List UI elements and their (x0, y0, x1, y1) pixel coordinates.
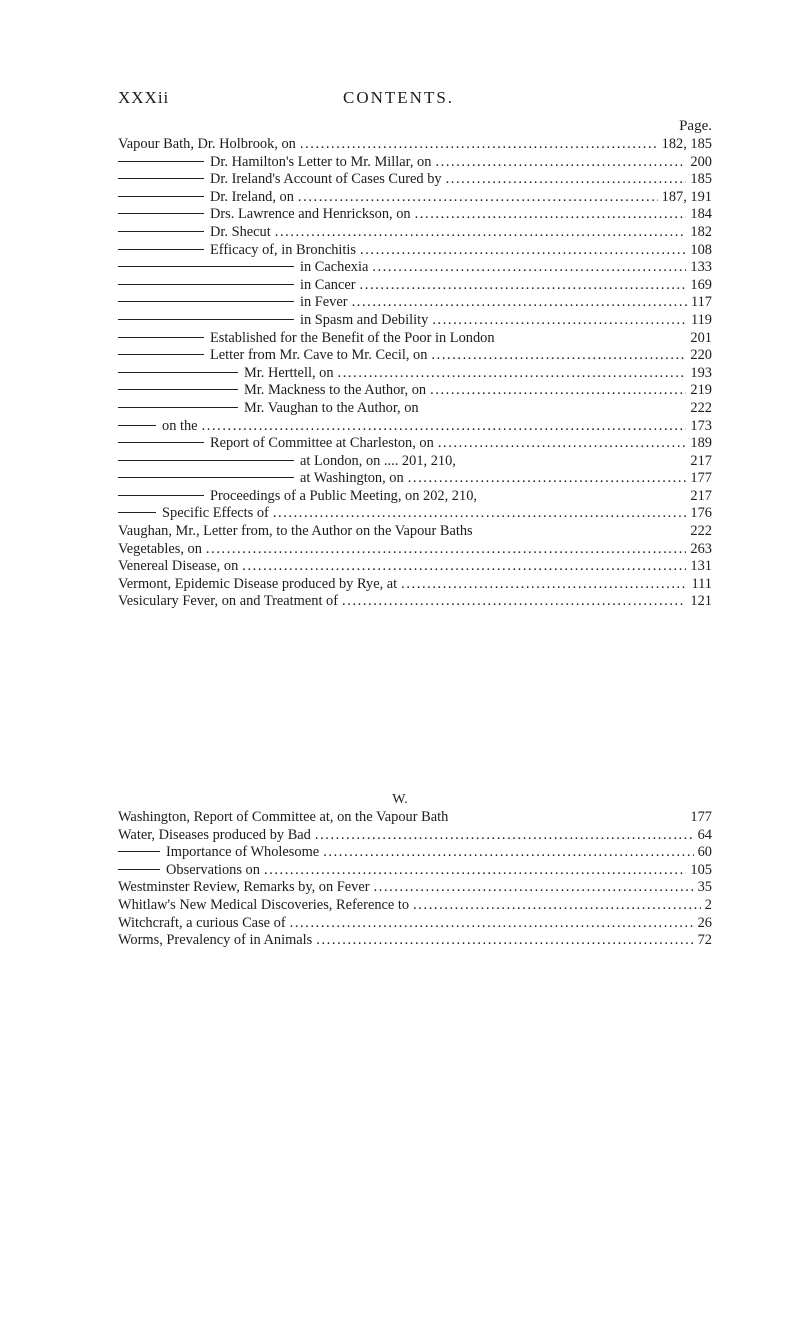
entry-page: 117 (690, 294, 712, 311)
entry-label: in Cachexia (300, 259, 369, 276)
dot-leader (435, 154, 686, 171)
index-entry (118, 224, 712, 242)
dot-leader (415, 206, 687, 223)
ditto-dash (118, 284, 294, 285)
entry-page: 182 (690, 223, 712, 240)
index-entry (118, 365, 712, 383)
dot-leader (413, 897, 701, 914)
entry-page: 26 (697, 914, 712, 931)
dot-leader (342, 593, 686, 610)
index-entry (118, 593, 712, 611)
entry-label: Report of Committee at Charleston, on (210, 435, 434, 452)
entry-page: 60 (697, 844, 712, 861)
index-entry (118, 189, 712, 207)
index-entry (118, 435, 712, 453)
dot-leader (315, 827, 694, 844)
ditto-dash (118, 196, 204, 197)
entry-page: 200 (690, 153, 712, 170)
index-section-v (118, 136, 712, 611)
ditto-dash (118, 301, 294, 302)
ditto-dash (118, 319, 294, 320)
dot-leader (316, 932, 693, 949)
index-entry (118, 294, 712, 312)
index-entry (118, 453, 712, 471)
index-entry (118, 576, 712, 594)
entry-label: Whitlaw's New Medical Discoveries, Reference to (118, 896, 410, 913)
ditto-dash (118, 354, 204, 355)
index-entry (118, 915, 712, 933)
entry-page: 35 (697, 879, 712, 896)
entry-label: in Cancer (300, 276, 356, 293)
dot-leader (432, 312, 687, 329)
dot-leader (372, 259, 686, 276)
entry-page: 182, 185 (661, 136, 712, 152)
ditto-dash (118, 512, 156, 513)
entry-label: Westminster Review, Remarks by, on Fever (118, 879, 370, 896)
ditto-dash (118, 460, 294, 461)
index-entry (118, 206, 712, 224)
dot-leader (338, 365, 687, 382)
dot-leader (374, 879, 694, 896)
ditto-dash (118, 495, 204, 496)
page-title: CONTENTS. (343, 88, 455, 107)
entry-page: 189 (690, 435, 712, 452)
index-section-w (118, 809, 712, 950)
entry-label: Importance of Wholesome (166, 844, 320, 861)
entry-label: Water, Diseases produced by Bad (118, 826, 311, 843)
entry-label: Efficacy of, in Bronchitis (210, 241, 357, 258)
ditto-dash (118, 249, 204, 250)
page-column-label: Page. (679, 118, 712, 134)
index-entry (118, 171, 712, 189)
entry-page: 131 (690, 558, 712, 575)
index-entry (118, 488, 712, 506)
ditto-dash (118, 851, 160, 852)
ditto-dash (118, 178, 204, 179)
entry-page: 217 (690, 487, 712, 504)
dot-leader (242, 558, 686, 575)
entry-label: Letter from Mr. Cave to Mr. Cecil, on (210, 347, 428, 364)
dot-leader (360, 242, 686, 259)
entry-page: 201 (690, 329, 712, 346)
entry-page: 222 (690, 523, 712, 540)
entry-label: Specific Effects of (162, 505, 269, 522)
dot-leader (352, 294, 687, 311)
entry-page: 2 (704, 896, 712, 913)
entry-label: Vaughan, Mr., Letter from, to the Author on the Vapour Baths (118, 523, 473, 540)
index-entry (118, 470, 712, 488)
entry-label: Vapour Bath, Dr. Holbrook, on (118, 136, 296, 152)
page-number: XXXii (118, 88, 170, 107)
entry-page: 64 (697, 826, 712, 843)
entry-label: Mr. Mackness to the Author, on (244, 382, 427, 399)
index-entry (118, 809, 712, 827)
entry-label: in Fever (300, 294, 348, 311)
ditto-dash (118, 477, 294, 478)
ditto-dash (118, 213, 204, 214)
entry-page: 169 (690, 276, 712, 293)
ditto-dash (118, 389, 238, 390)
index-entry (118, 312, 712, 330)
dot-leader (290, 915, 694, 932)
entry-label: Dr. Hamilton's Letter to Mr. Millar, on (210, 153, 432, 170)
page-header (118, 88, 678, 116)
index-entry (118, 505, 712, 523)
entry-page: 187, 191 (661, 188, 712, 205)
entry-label: Mr. Vaughan to the Author, on (244, 399, 419, 416)
dot-leader (401, 576, 687, 593)
entry-page: 121 (690, 593, 712, 610)
entry-page: 173 (690, 417, 712, 434)
entry-page: 184 (690, 206, 712, 223)
entry-label: Dr. Ireland's Account of Cases Cured by (210, 171, 442, 188)
entry-label: at Washington, on (300, 470, 404, 487)
entry-page: 217 (690, 452, 712, 469)
ditto-dash (118, 425, 156, 426)
dot-leader (408, 470, 687, 487)
index-entry (118, 400, 712, 418)
entry-page: 105 (690, 861, 712, 878)
dot-leader (446, 171, 687, 188)
index-entry (118, 541, 712, 559)
index-entry (118, 242, 712, 260)
entry-label: Dr. Ireland, on (210, 188, 294, 205)
dot-leader (206, 541, 686, 558)
index-entry (118, 330, 712, 348)
entry-page: 119 (690, 311, 712, 328)
dot-leader (438, 435, 687, 452)
ditto-dash (118, 372, 238, 373)
entry-label: Established for the Benefit of the Poor in London (210, 329, 495, 346)
index-entry (118, 932, 712, 950)
dot-leader (360, 277, 687, 294)
ditto-dash (118, 161, 204, 162)
index-entry (118, 418, 712, 436)
dot-leader (264, 862, 686, 879)
entry-page: 219 (690, 382, 712, 399)
index-entry (118, 154, 712, 172)
index-entry (118, 558, 712, 576)
entry-page: 193 (690, 364, 712, 381)
dot-leader (431, 347, 686, 364)
entry-page: 133 (690, 259, 712, 276)
ditto-dash (118, 337, 204, 338)
dot-leader (273, 505, 687, 522)
dot-leader (300, 136, 658, 153)
entry-page: 177 (690, 809, 712, 825)
entry-page: 72 (697, 932, 712, 949)
entry-page: 177 (690, 470, 712, 487)
index-entry (118, 523, 712, 541)
index-entry (118, 897, 712, 915)
entry-page: 263 (690, 540, 712, 557)
entry-label: Witchcraft, a curious Case of (118, 914, 286, 931)
ditto-dash (118, 231, 204, 232)
entry-label: Proceedings of a Public Meeting, on 202, 210, (210, 487, 477, 504)
dot-leader (275, 224, 687, 241)
dot-leader (430, 382, 686, 399)
index-entry (118, 277, 712, 295)
index-entry (118, 382, 712, 400)
entry-label: Dr. Shecut (210, 223, 271, 240)
index-entry (118, 827, 712, 845)
section-letter-w: W. (392, 792, 408, 807)
ditto-dash (118, 407, 238, 408)
entry-label: Drs. Lawrence and Henrickson, on (210, 206, 411, 223)
entry-label: Washington, Report of Committee at, on the Vapour Bath (118, 809, 449, 825)
entry-label: Observations on (166, 861, 260, 878)
dot-leader (202, 418, 687, 435)
dot-leader (298, 189, 658, 206)
index-entry (118, 259, 712, 277)
dot-leader (323, 844, 693, 861)
ditto-dash (118, 266, 294, 267)
ditto-dash (118, 442, 204, 443)
entry-page: 220 (690, 347, 712, 364)
entry-page: 108 (690, 241, 712, 258)
entry-label: Worms, Prevalency of in Animals (118, 932, 313, 949)
entry-page: 176 (690, 505, 712, 522)
entry-label: Mr. Herttell, on (244, 364, 334, 381)
entry-page: 222 (690, 399, 712, 416)
entry-page: 185 (690, 171, 712, 188)
entry-label: on the (162, 417, 198, 434)
entry-label: at London, on .... 201, 210, (300, 452, 456, 469)
index-entry (118, 347, 712, 365)
index-entry (118, 136, 712, 154)
entry-label: Vermont, Epidemic Disease produced by Rye, at (118, 575, 398, 592)
index-entry (118, 862, 712, 880)
entry-label: Vegetables, on (118, 540, 202, 557)
index-entry (118, 879, 712, 897)
entry-label: in Spasm and Debility (300, 311, 429, 328)
entry-page: 111 (691, 575, 712, 592)
index-entry (118, 844, 712, 862)
entry-label: Venereal Disease, on (118, 558, 239, 575)
entry-label: Vesiculary Fever, on and Treatment of (118, 593, 339, 610)
ditto-dash (118, 869, 160, 870)
